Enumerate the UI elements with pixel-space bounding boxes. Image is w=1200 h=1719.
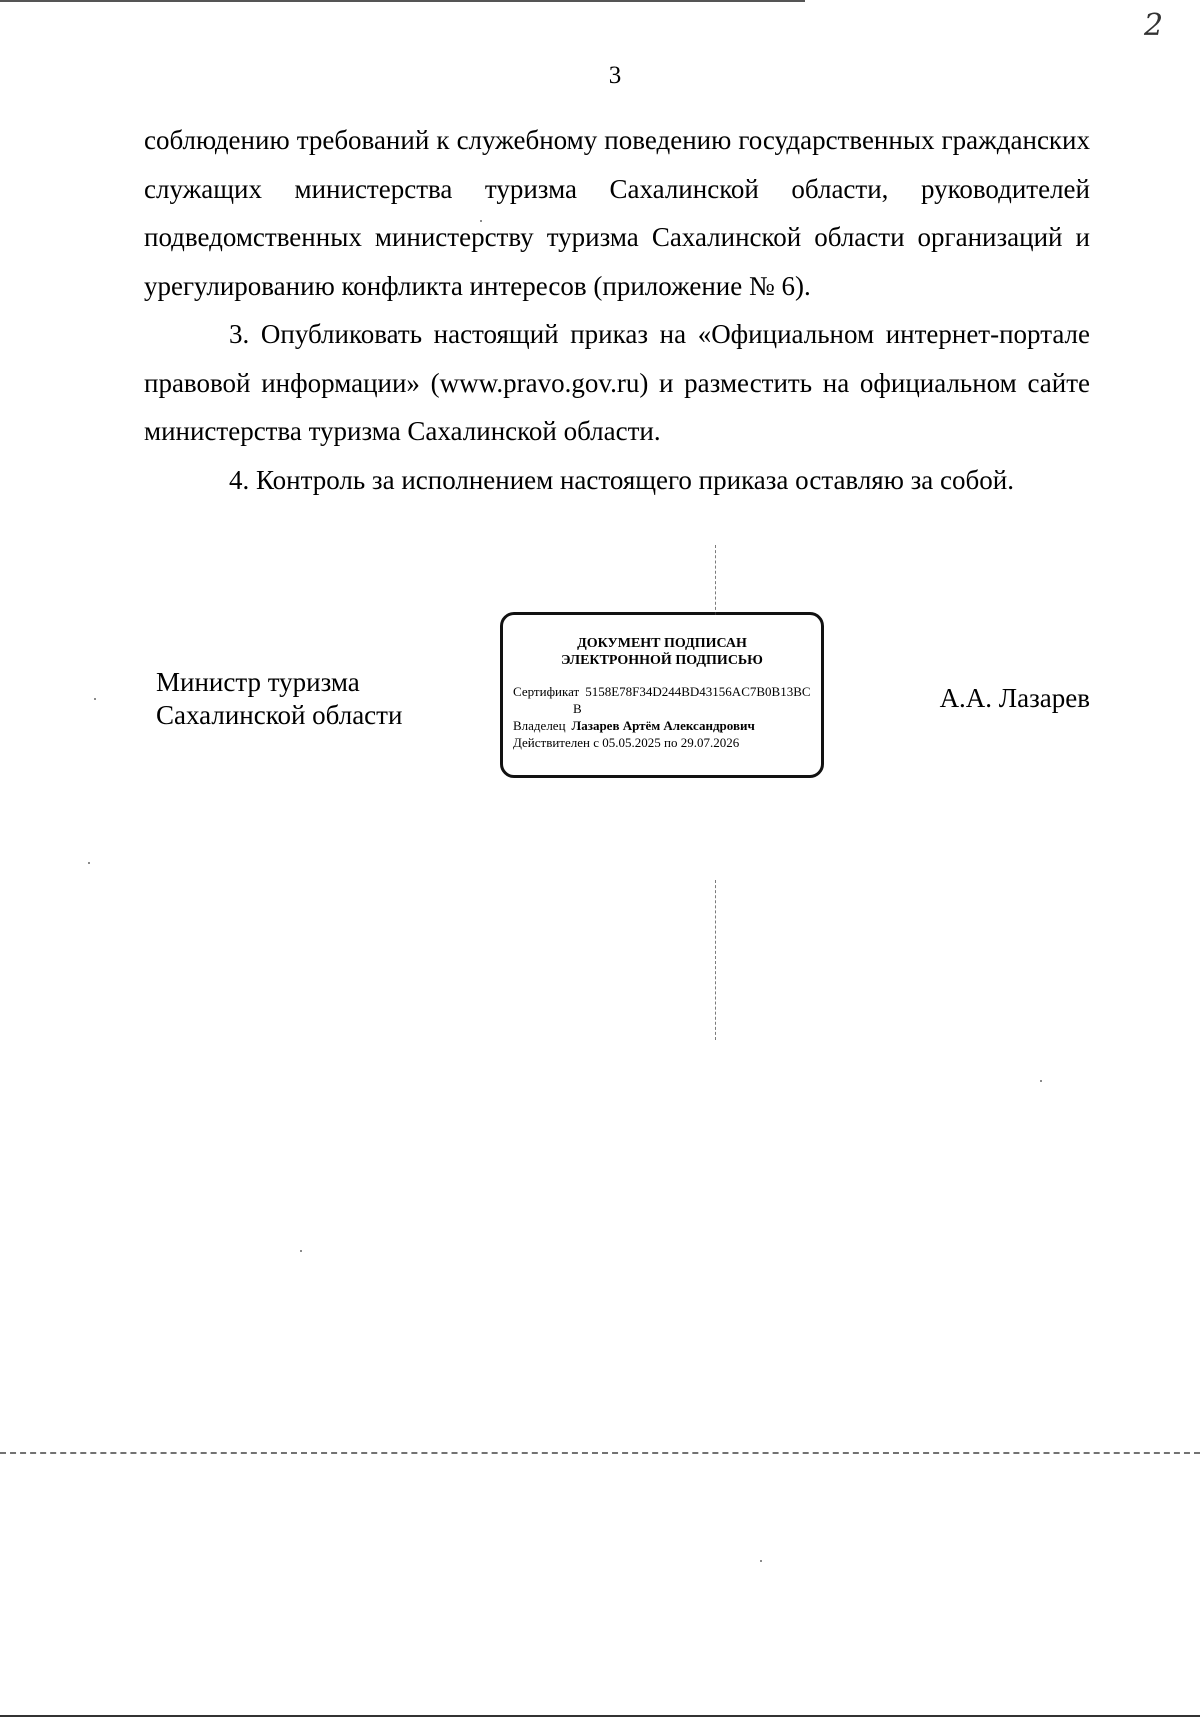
- page-number: 3: [608, 62, 622, 89]
- scan-speck: [94, 698, 96, 700]
- scan-speck: [300, 1250, 302, 1252]
- scan-speck: [760, 1560, 762, 1562]
- handwritten-page-mark: 2: [1144, 8, 1164, 43]
- scan-dashed-line: [0, 1452, 1200, 1454]
- stamp-title-line-2: ЭЛЕКТРОННОЙ ПОДПИСЬЮ: [561, 653, 763, 668]
- paragraph-item-3: 3. Опубликовать настоящий приказ на «Официальном интернет-портале правовой информации» (www.pravo.gov.ru) и разместить на официальном сайте министерства туризма Сахалинской области.: [144, 319, 1090, 446]
- scan-top-edge: [0, 0, 805, 2]
- signatory-position-line-1: Министр туризма: [156, 667, 360, 697]
- paragraph-continuation: соблюдению требований к служебному поведению государственных гражданских служащих министерства туризма Сахалинской области, руководителей подведомственных министерству туризма Сахалинской области организаций и урегулированию конфликта интересов (приложение № 6).: [144, 125, 1090, 301]
- scan-speck: [88, 862, 90, 864]
- scan-speck: [1040, 1080, 1042, 1082]
- scan-bottom-edge: [0, 1715, 1200, 1717]
- electronic-signature-stamp: [500, 612, 824, 778]
- stamp-owner: [503, 717, 821, 734]
- signatory-position: [156, 666, 402, 732]
- stamp-owner-label: Владелец: [513, 718, 566, 733]
- stamp-title-line-1: ДОКУМЕНТ ПОДПИСАН: [577, 636, 747, 651]
- stamp-certificate: [503, 683, 821, 700]
- scan-vertical-mark-upper: [715, 545, 716, 615]
- stamp-owner-value: Лазарев Артём Александрович: [571, 718, 755, 733]
- signatory-position-line-2: Сахалинской области: [156, 700, 403, 730]
- signatory-name: А.А. Лазарев: [939, 683, 1090, 713]
- stamp-certificate-value-tail: B: [573, 701, 582, 716]
- stamp-certificate-value: 5158E78F34D244BD43156AC7B0B13BC: [585, 684, 811, 699]
- stamp-title: [503, 635, 821, 669]
- paragraph-item-4: 4. Контроль за исполнением настоящего приказа оставляю за собой.: [229, 464, 1014, 495]
- scan-speck: [480, 220, 482, 222]
- stamp-validity: Действителен с 05.05.2025 по 29.07.2026: [513, 735, 740, 750]
- scan-vertical-mark-lower: [715, 880, 716, 1040]
- document-body: [144, 116, 1090, 504]
- stamp-certificate-label: Сертификат: [513, 684, 580, 699]
